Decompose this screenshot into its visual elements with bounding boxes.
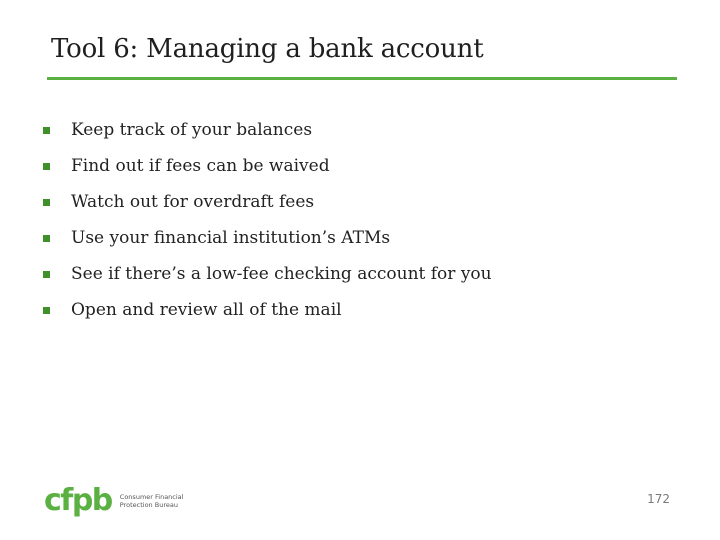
title-underline	[47, 77, 677, 80]
bullet-text: Watch out for overdraft fees	[71, 192, 315, 212]
logo-wordmark	[120, 493, 184, 509]
square-bullet-icon	[43, 199, 50, 206]
bullet-text: Open and review all of the mail	[71, 300, 342, 320]
logo-line-1: Consumer Financial	[119, 493, 184, 501]
bullet-text: Find out if fees can be waived	[71, 156, 330, 176]
page-number: 172	[647, 492, 670, 506]
square-bullet-icon	[43, 271, 50, 278]
cfpb-logo	[44, 483, 184, 518]
list-item	[43, 220, 492, 256]
bullet-text: Use your financial institution’s ATMs	[71, 228, 391, 248]
list-item	[43, 256, 492, 292]
logo-mark: cfpb	[44, 483, 112, 518]
logo-line-2: Protection Bureau	[119, 501, 178, 509]
bullet-list	[43, 112, 492, 328]
bullet-text: Keep track of your balances	[71, 120, 313, 140]
square-bullet-icon	[43, 235, 50, 242]
square-bullet-icon	[43, 163, 50, 170]
slide-title: Tool 6: Managing a bank account	[51, 34, 484, 64]
square-bullet-icon	[43, 307, 50, 314]
list-item	[43, 148, 492, 184]
list-item	[43, 112, 492, 148]
list-item	[43, 184, 492, 220]
square-bullet-icon	[43, 127, 50, 134]
bullet-text: See if there’s a low-fee checking account for you	[71, 264, 492, 284]
list-item	[43, 292, 492, 328]
